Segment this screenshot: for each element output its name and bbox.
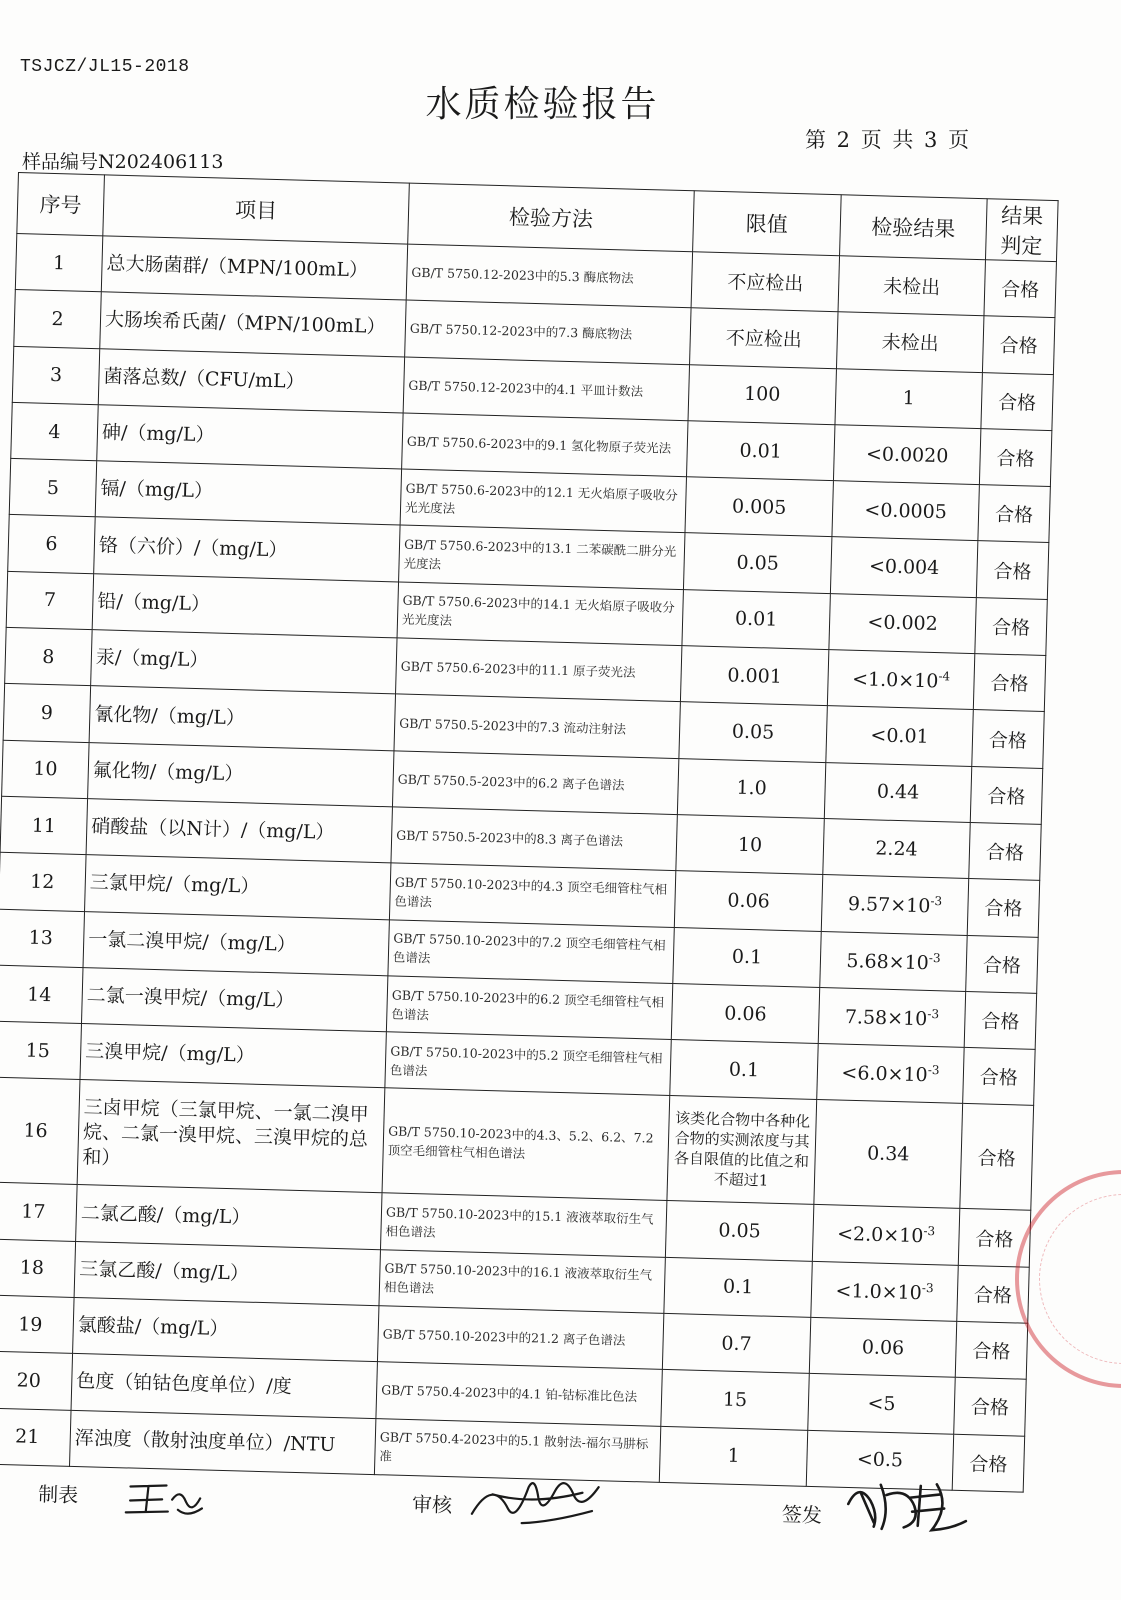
row-judgement: 合格 (957, 1265, 1029, 1323)
row-item: 一氯二溴甲烷/（mg/L） (83, 911, 389, 976)
header-seq: 序号 (17, 173, 105, 236)
issued-label: 签发 (781, 1502, 823, 1528)
row-limit: 10 (676, 815, 824, 875)
row-result (827, 650, 974, 710)
row-method: GB/T 5750.10-2023中的21.2 离子色谱法 (377, 1306, 663, 1370)
row-limit: 0.1 (670, 1040, 818, 1100)
reviewed-signature (461, 1473, 622, 1533)
row-item: 菌落总数/（CFU/mL） (98, 348, 404, 413)
row-limit: 0.7 (662, 1313, 810, 1373)
row-method: GB/T 5750.6-2023中的12.1 无火焰原子吸收分光光度法 (400, 469, 686, 533)
report-title: 水质检验报告 (425, 84, 660, 125)
row-limit: 0.05 (683, 533, 831, 593)
header-item: 项目 (103, 175, 410, 244)
row-seq: 20 (0, 1351, 73, 1410)
row-judgement: 合格 (967, 879, 1039, 937)
row-result (808, 1374, 955, 1434)
row-item: 硝酸盐（以N计）/（mg/L） (86, 799, 392, 864)
row-limit: 100 (688, 364, 836, 424)
row-seq: 10 (2, 740, 89, 799)
row-seq: 3 (12, 346, 99, 405)
result-value: <0.0020 (865, 442, 949, 467)
result-exponent: -4 (938, 669, 951, 684)
row-method: GB/T 5750.10-2023中的7.2 顶空毛细管柱气相色谱法 (388, 919, 674, 983)
row-judgement: 合格 (964, 991, 1036, 1049)
result-value: <1.0×10 (851, 668, 939, 693)
row-judgement: 合格 (954, 1378, 1026, 1436)
row-judgement: 合格 (955, 1321, 1027, 1379)
row-limit: 0.1 (664, 1257, 812, 1317)
row-seq: 5 (9, 459, 96, 518)
row-judgement: 合格 (960, 1104, 1034, 1211)
result-exponent: -3 (930, 894, 943, 909)
header-judgement: 结果判定 (985, 199, 1058, 262)
result-value: 0.34 (866, 1142, 910, 1166)
row-method: GB/T 5750.4-2023中的5.1 散射法-福尔马肼标准 (374, 1418, 660, 1482)
row-item: 氰化物/（mg/L） (89, 686, 395, 751)
row-result (835, 368, 982, 428)
row-limit: 0.01 (686, 421, 834, 481)
row-result (812, 1205, 959, 1265)
row-seq: 13 (0, 909, 85, 968)
row-item: 二氯乙酸/（mg/L） (76, 1185, 382, 1250)
row-result (809, 1317, 956, 1377)
row-limit: 0.005 (685, 477, 833, 537)
result-value: <0.5 (856, 1448, 904, 1472)
row-judgement: 合格 (958, 1209, 1030, 1267)
row-item: 铬（六价）/（mg/L） (94, 517, 400, 582)
result-value: <0.002 (867, 611, 939, 636)
row-item: 二氯一溴甲烷/（mg/L） (81, 967, 387, 1032)
row-method: GB/T 5750.6-2023中的9.1 氢化物原子荧光法 (402, 413, 688, 477)
result-value: 7.58×10 (844, 1005, 928, 1031)
row-judgement: 合格 (973, 654, 1045, 712)
row-limit: 0.01 (682, 589, 830, 649)
row-seq: 14 (0, 965, 83, 1024)
row-method: GB/T 5750.10-2023中的4.3、5.2、6.2、7.2 顶空毛细管柱气相色谱法 (382, 1088, 670, 1201)
row-judgement: 合格 (984, 260, 1056, 318)
header-method: 检验方法 (408, 183, 695, 252)
prepared-signature (122, 1476, 213, 1522)
row-judgement: 合格 (963, 1048, 1035, 1106)
row-result (833, 425, 980, 485)
row-method: GB/T 5750.12-2023中的4.1 平皿计数法 (403, 357, 689, 421)
row-method: GB/T 5750.12-2023中的5.3 酶底物法 (406, 244, 692, 308)
result-exponent: -3 (921, 1280, 934, 1295)
row-seq: 8 (5, 627, 92, 686)
row-method: GB/T 5750.10-2023中的16.1 液液萃取衍生气相色谱法 (379, 1249, 665, 1313)
row-seq: 16 (0, 1078, 80, 1185)
results-table (0, 172, 1059, 1493)
row-seq: 17 (0, 1183, 77, 1242)
row-limit: 1.0 (677, 758, 825, 818)
row-item: 总大肠菌群/（MPN/100mL） (101, 236, 407, 301)
row-judgement: 合格 (966, 935, 1038, 993)
row-method: GB/T 5750.10-2023中的5.2 顶空毛细管柱气相色谱法 (385, 1032, 671, 1096)
row-method: GB/T 5750.10-2023中的15.1 液液萃取衍生气相色谱法 (380, 1193, 666, 1257)
table-body (0, 233, 1056, 1492)
row-judgement: 合格 (976, 541, 1048, 599)
result-exponent: -3 (927, 1006, 940, 1022)
row-method: GB/T 5750.6-2023中的14.1 无火焰原子吸收分光光度法 (397, 582, 683, 646)
row-item: 浑浊度（散射浊度单位）/NTU (70, 1410, 376, 1475)
row-seq: 11 (0, 796, 87, 855)
row-method: GB/T 5750.5-2023中的8.3 离子色谱法 (391, 807, 677, 871)
row-result (811, 1261, 958, 1321)
row-method: GB/T 5750.6-2023中的13.1 二苯碳酰二肼分光光度法 (399, 525, 685, 589)
issued-signature (839, 1474, 981, 1538)
row-limit: 不应检出 (691, 252, 839, 312)
row-limit: 0.05 (679, 702, 827, 762)
row-result (832, 481, 979, 541)
row-item: 氯酸盐/（mg/L） (73, 1297, 379, 1362)
row-item: 氟化物/（mg/L） (88, 742, 394, 807)
result-exponent: -3 (927, 1063, 940, 1078)
row-limit: 0.06 (674, 871, 822, 931)
row-item: 色度（铂钴色度单位）/度 (71, 1354, 377, 1419)
row-method: GB/T 5750.10-2023中的6.2 顶空毛细管柱气相色谱法 (386, 976, 672, 1040)
row-seq: 12 (0, 853, 86, 912)
row-result (829, 593, 976, 653)
row-seq: 9 (3, 684, 90, 743)
row-judgement: 合格 (952, 1434, 1024, 1492)
page-info: 第 2 页 共 3 页 (805, 128, 970, 152)
row-result (818, 987, 965, 1047)
prepared-label: 制表 (37, 1481, 79, 1508)
row-method: GB/T 5750.5-2023中的6.2 离子色谱法 (392, 751, 678, 815)
row-result (820, 931, 967, 991)
result-value: <1.0×10 (835, 1279, 923, 1304)
result-value: 未检出 (882, 275, 941, 300)
row-item: 三卤甲烷（三氯甲烷、一氯二溴甲烷、二氯一溴甲烷、三溴甲烷的总和） (77, 1080, 385, 1193)
row-result (830, 537, 977, 597)
result-exponent: -3 (928, 950, 941, 965)
row-result (814, 1100, 963, 1209)
row-seq: 1 (15, 233, 102, 292)
row-judgement: 合格 (969, 822, 1041, 880)
row-seq: 18 (0, 1239, 76, 1298)
row-judgement: 合格 (975, 597, 1047, 655)
row-judgement: 合格 (972, 710, 1044, 768)
row-seq: 21 (0, 1408, 71, 1467)
result-value: 9.57×10 (847, 893, 931, 918)
row-item: 三溴甲烷/（mg/L） (80, 1024, 386, 1089)
result-value: 0.06 (861, 1335, 905, 1360)
row-item: 大肠埃希氏菌/（MPN/100mL） (100, 292, 406, 357)
row-result (817, 1044, 964, 1104)
row-judgement: 合格 (982, 316, 1054, 374)
row-method: GB/T 5750.6-2023中的11.1 原子荧光法 (396, 638, 682, 702)
result-value: 1 (902, 387, 916, 410)
result-value: <0.0005 (864, 498, 948, 524)
result-value: <6.0×10 (841, 1062, 928, 1087)
row-seq: 7 (6, 571, 93, 630)
result-value: <2.0×10 (836, 1223, 924, 1248)
row-item: 铅/（mg/L） (92, 573, 398, 638)
row-result (826, 706, 973, 766)
row-limit: 0.001 (680, 646, 828, 706)
row-limit: 0.05 (665, 1201, 813, 1261)
result-value: <0.01 (870, 724, 929, 748)
row-method: GB/T 5750.4-2023中的4.1 铂-钴标准比色法 (376, 1362, 662, 1426)
official-seal-inner-ring (1039, 1194, 1121, 1364)
row-result (838, 256, 985, 316)
row-seq: 6 (8, 515, 95, 574)
row-limit: 15 (661, 1370, 809, 1430)
row-result (821, 875, 968, 935)
result-exponent: -3 (923, 1224, 936, 1239)
row-limit: 不应检出 (690, 308, 838, 368)
signature-row (0, 1464, 1023, 1552)
row-seq: 4 (11, 402, 98, 461)
row-limit: 该类化合物中各种化合物的实测浓度与其各自限值的比值之和不超过1 (667, 1096, 817, 1205)
report-sheet (0, 172, 1058, 1553)
row-item: 三氯甲烷/（mg/L） (85, 855, 391, 920)
row-result (823, 819, 970, 879)
result-value: 5.68×10 (846, 949, 930, 974)
header-limit: 限值 (693, 191, 842, 256)
row-method: GB/T 5750.10-2023中的4.3 顶空毛细管柱气相色谱法 (389, 863, 675, 927)
header-result: 检验结果 (840, 195, 988, 260)
row-item: 砷/（mg/L） (97, 405, 403, 470)
row-result (824, 762, 971, 822)
result-value: <0.004 (868, 555, 940, 580)
result-value: 2.24 (875, 837, 918, 861)
reviewed-label: 审核 (411, 1492, 453, 1518)
row-method: GB/T 5750.5-2023中的7.3 流动注射法 (394, 694, 680, 758)
result-value: 0.44 (876, 780, 920, 804)
row-method: GB/T 5750.12-2023中的7.3 酶底物法 (405, 300, 691, 364)
row-limit: 1 (659, 1426, 807, 1486)
result-value: <5 (867, 1392, 896, 1416)
sample-number: 样品编号N202406113 (22, 151, 224, 173)
row-seq: 2 (14, 290, 101, 349)
row-item: 镉/（mg/L） (95, 461, 401, 526)
row-judgement: 合格 (970, 766, 1042, 824)
row-judgement: 合格 (978, 485, 1050, 543)
row-item: 汞/（mg/L） (91, 630, 397, 695)
row-limit: 0.1 (673, 927, 821, 987)
row-item: 三氯乙酸/（mg/L） (74, 1241, 380, 1306)
result-value: 未检出 (881, 331, 939, 356)
row-judgement: 合格 (981, 372, 1053, 430)
row-seq: 19 (0, 1295, 74, 1354)
row-judgement: 合格 (979, 429, 1051, 487)
row-seq: 15 (0, 1021, 81, 1080)
document-number: TSJCZ/JL15-2018 (20, 57, 190, 77)
row-limit: 0.06 (671, 983, 819, 1043)
row-result (836, 312, 983, 372)
